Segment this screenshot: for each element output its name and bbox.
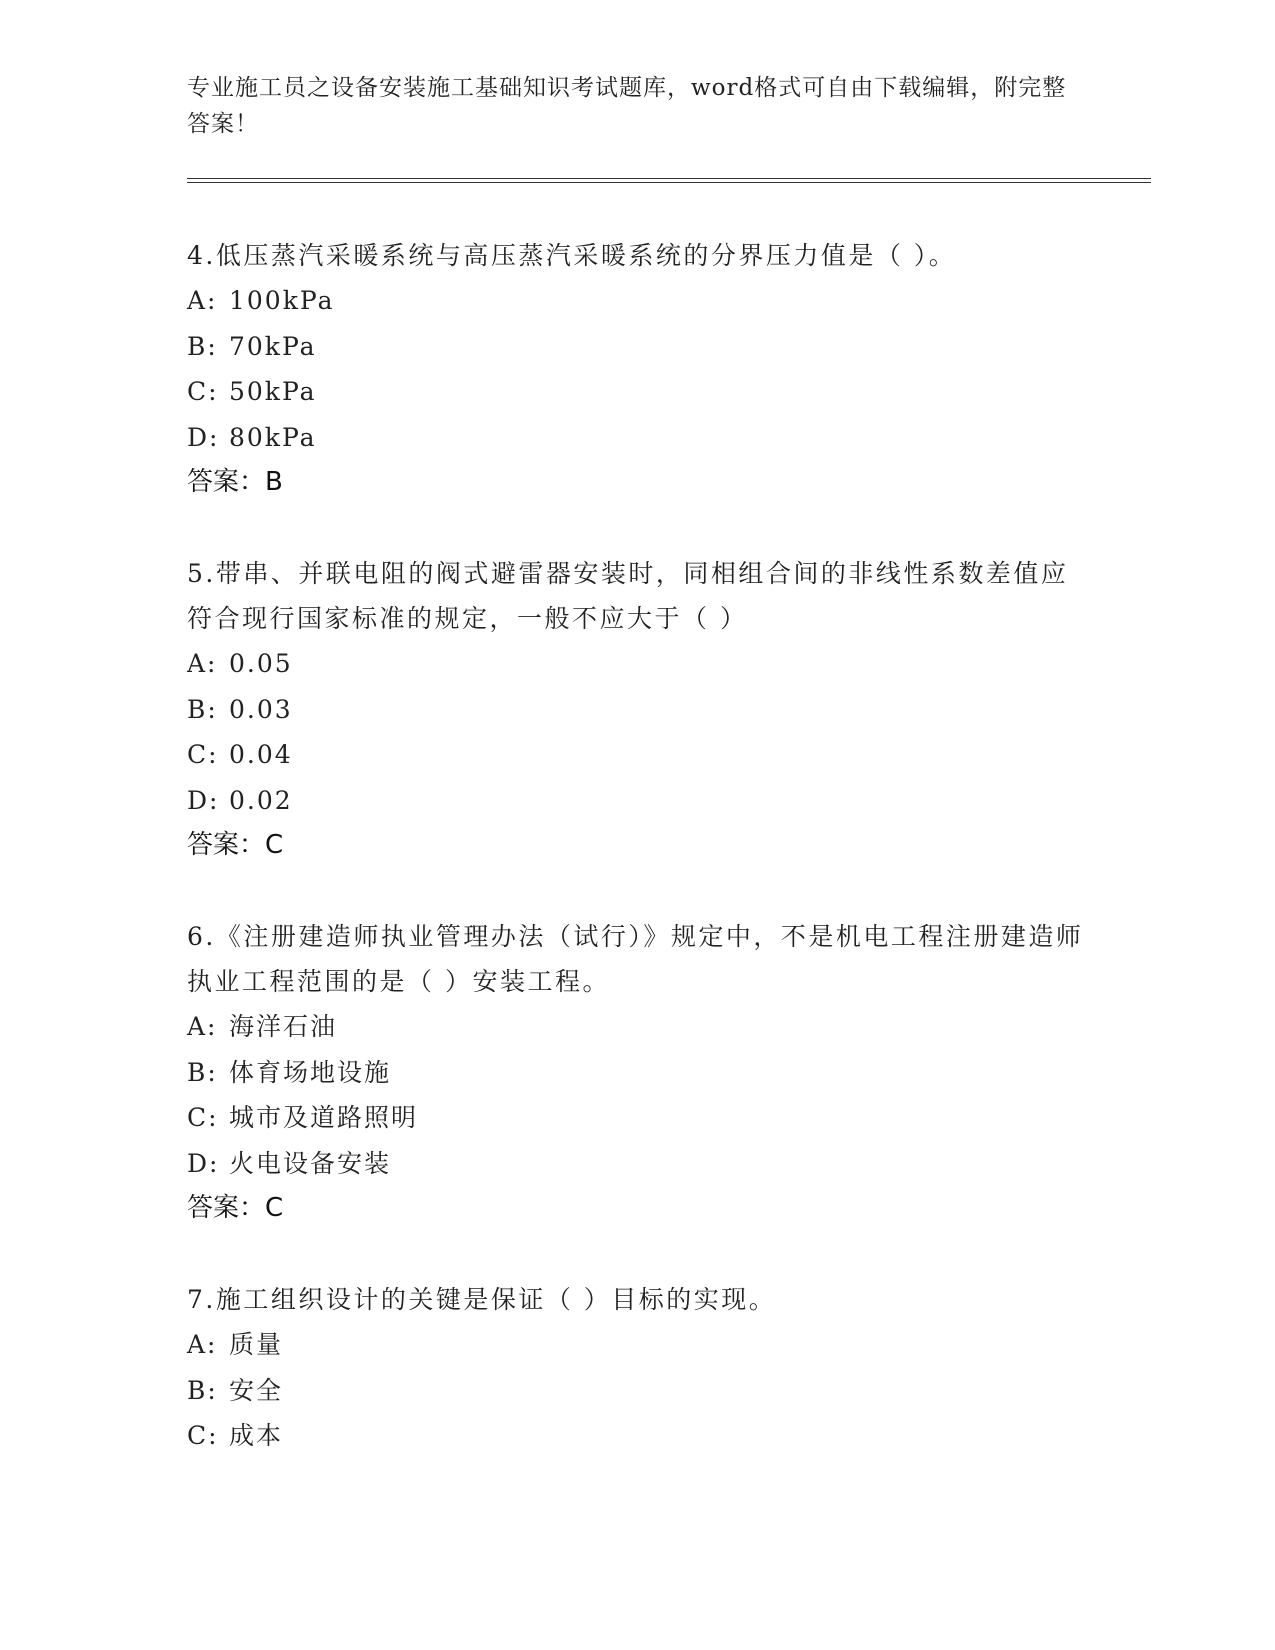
question-4 <box>187 233 1087 505</box>
option-b <box>187 1050 1087 1096</box>
option-letter: C: <box>187 1421 219 1450</box>
option-letter: A: <box>187 286 218 315</box>
option-text: 体育场地设施 <box>229 1057 392 1087</box>
option-b <box>187 324 1087 370</box>
option-letter: B: <box>187 331 218 361</box>
option-c <box>187 732 1087 778</box>
option-letter: D: <box>187 1148 220 1178</box>
option-text: 100kPa <box>229 286 335 315</box>
header-divider-bottom <box>187 182 1151 183</box>
question-5 <box>187 551 1087 868</box>
option-d <box>187 1141 1087 1187</box>
option-text: 海洋石油 <box>229 1012 338 1041</box>
option-c <box>187 1095 1087 1141</box>
question-stem: 4.低压蒸汽采暖系统与高压蒸汽采暖系统的分界压力值是（ ）。 <box>187 241 957 270</box>
option-c <box>187 1413 1087 1459</box>
option-letter: A: <box>187 649 218 678</box>
option-a <box>187 1322 1087 1368</box>
option-letter: C: <box>187 377 219 406</box>
option-a <box>187 1004 1087 1050</box>
question-stem: 6.《注册建造师执业管理办法（试行）》规定中，不是机电工程注册建造师执业工程范围的是（ ）安装工程。 <box>187 922 1084 996</box>
option-text: 0.04 <box>229 740 293 769</box>
option-letter: B: <box>187 1375 218 1405</box>
option-text: 70kPa <box>229 331 317 361</box>
question-7 <box>187 1277 1087 1459</box>
option-b <box>187 687 1087 733</box>
option-text: 0.02 <box>229 785 293 815</box>
option-text: 城市及道路照明 <box>229 1103 419 1132</box>
option-c <box>187 369 1087 415</box>
option-a <box>187 278 1087 324</box>
option-text: 质量 <box>229 1330 284 1359</box>
option-letter: C: <box>187 740 219 769</box>
option-letter: B: <box>187 694 218 724</box>
answer-line: 答案：B <box>187 467 283 497</box>
option-text: 0.03 <box>229 694 293 724</box>
option-d <box>187 415 1087 461</box>
option-letter: A: <box>187 1012 218 1041</box>
option-text: 50kPa <box>229 377 317 406</box>
answer-line: 答案：C <box>187 1193 284 1223</box>
option-a <box>187 641 1087 687</box>
option-letter: C: <box>187 1103 219 1132</box>
option-text: 0.05 <box>229 649 293 678</box>
question-6 <box>187 914 1087 1231</box>
option-letter: A: <box>187 1330 218 1359</box>
option-letter: D: <box>187 422 220 452</box>
option-letter: B: <box>187 1057 218 1087</box>
option-text: 80kPa <box>229 422 317 452</box>
option-text: 火电设备安装 <box>229 1148 392 1178</box>
document-header: 专业施工员之设备安装施工基础知识考试题库，word格式可自由下载编辑，附完整答案！ <box>187 75 1067 137</box>
question-list <box>187 233 1087 1505</box>
option-text: 安全 <box>229 1375 284 1405</box>
option-b <box>187 1368 1087 1414</box>
question-stem: 5.带串、并联电阻的阀式避雷器安装时，同相组合间的非线性系数差值应符合现行国家标准的规定，一般不应大于（ ） <box>187 559 1069 633</box>
option-d <box>187 778 1087 824</box>
option-letter: D: <box>187 785 220 815</box>
question-stem: 7.施工组织设计的关键是保证（ ）目标的实现。 <box>187 1285 777 1314</box>
header-divider-top <box>187 178 1151 179</box>
answer-line: 答案：C <box>187 830 284 860</box>
option-text: 成本 <box>229 1421 284 1450</box>
